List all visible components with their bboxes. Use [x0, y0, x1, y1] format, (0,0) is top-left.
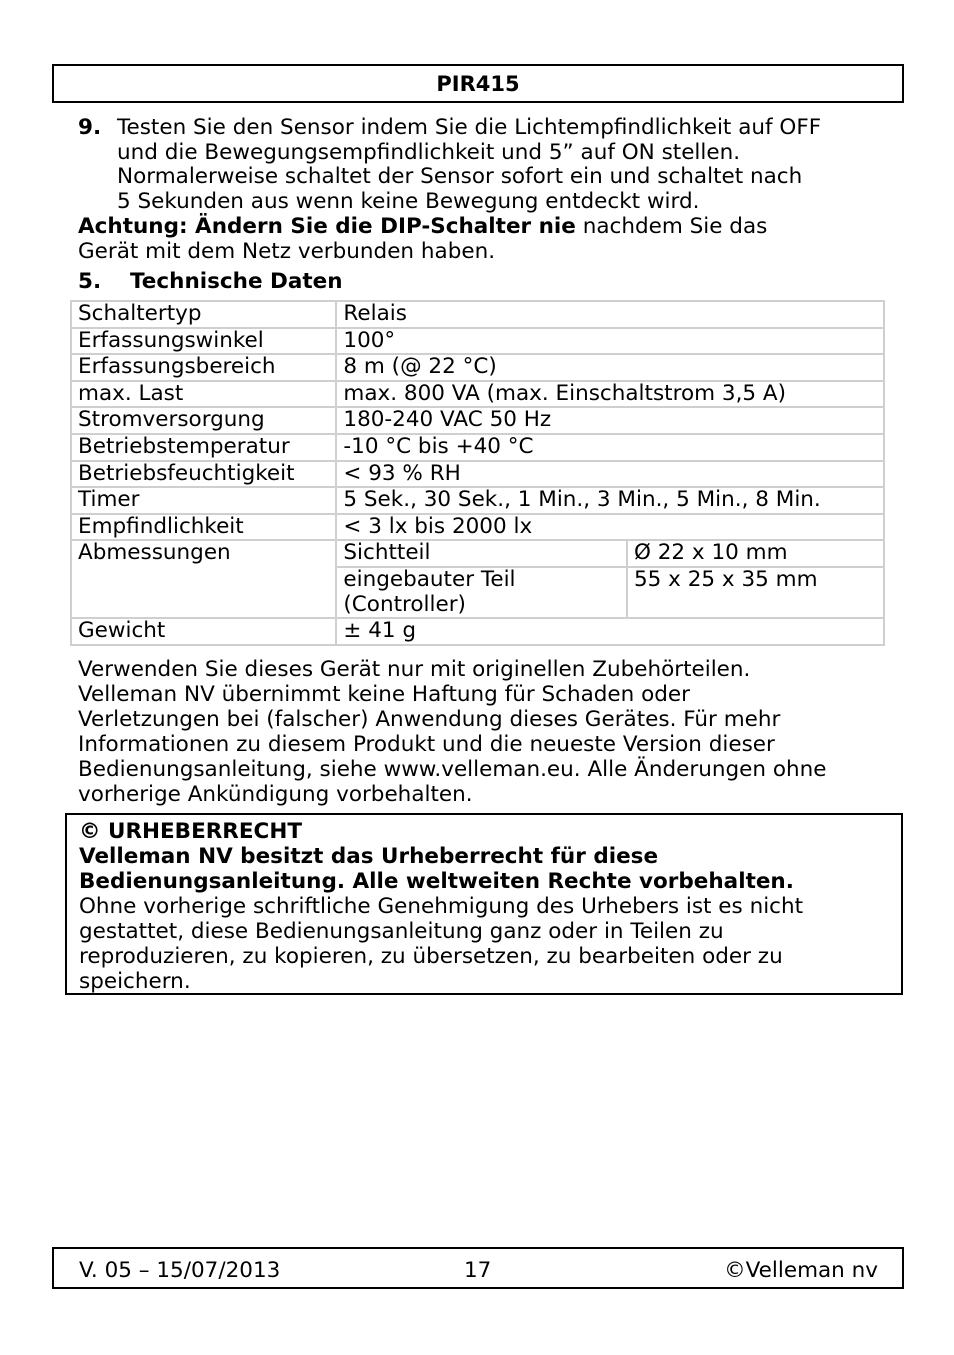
- notice-line: Verletzungen bei (falscher) Anwendung dieses Gerätes. Für mehr: [78, 707, 781, 732]
- dimension-part-line: (Controller): [343, 591, 466, 617]
- spec-value: < 3 lx bis 2000 lx: [336, 514, 884, 541]
- step-line: 5 Sekunden aus wenn keine Bewegung entdeckt wird.: [117, 188, 700, 214]
- step-number: 9.: [78, 115, 102, 140]
- dimension-part-line: eingebauter Teil: [343, 566, 516, 592]
- notice-line: Verwenden Sie dieses Gerät nur mit originellen Zubehörteilen.: [78, 657, 751, 682]
- table-row: [71, 461, 884, 488]
- notice-line: Velleman NV übernimmt keine Haftung für Schaden oder: [78, 682, 690, 707]
- table-row: [71, 407, 884, 434]
- spec-label: Timer: [71, 487, 336, 514]
- notice-line: Informationen zu diesem Produkt und die neueste Version dieser: [78, 732, 775, 757]
- table-row: [71, 434, 884, 461]
- warning-bold: Achtung: Ändern Sie die DIP-Schalter nie: [78, 214, 576, 239]
- copyright-bold-line: Bedienungsanleitung. Alle weltweiten Rechte vorbehalten.: [79, 869, 794, 894]
- notice-paragraph: [78, 657, 898, 807]
- section-number: 5.: [78, 269, 102, 294]
- spec-value: Relais: [336, 301, 884, 328]
- copyright-heading: © URHEBERRECHT: [79, 819, 302, 844]
- table-row: [71, 618, 884, 645]
- page-footer: [52, 1247, 904, 1289]
- copyright-box: [65, 813, 903, 995]
- dimension-value: 55 x 25 x 35 mm: [627, 567, 884, 618]
- step-line: und die Bewegungsempfindlichkeit und 5” auf ON stellen.: [117, 139, 741, 165]
- section-heading: [78, 269, 343, 295]
- step-line: Testen Sie den Sensor indem Sie die Lichtempfindlichkeit auf OFF: [117, 115, 822, 140]
- copyright-bold-line: Velleman NV besitzt das Urheberrecht für diese: [79, 844, 659, 869]
- model-name: PIR415: [436, 72, 520, 96]
- spec-label: max. Last: [71, 381, 336, 408]
- spec-label: Gewicht: [71, 618, 336, 645]
- version-date: V. 05 – 15/07/2013: [79, 1258, 281, 1283]
- table-row: [71, 540, 884, 567]
- notice-line: vorherige Ankündigung vorbehalten.: [78, 782, 473, 807]
- warning-rest: nachdem Sie das: [575, 214, 768, 239]
- spec-value: 180-240 VAC 50 Hz: [336, 407, 884, 434]
- spec-label: Abmessungen: [71, 540, 336, 618]
- warning-line2: Gerät mit dem Netz verbunden haben.: [78, 238, 496, 264]
- spec-value: -10 °C bis +40 °C: [336, 434, 884, 461]
- spec-value: 8 m (@ 22 °C): [336, 354, 884, 381]
- spec-label: Erfassungsbereich: [71, 354, 336, 381]
- spec-label: Schaltertyp: [71, 301, 336, 328]
- spec-value: < 93 % RH: [336, 461, 884, 488]
- spec-label: Empfindlichkeit: [71, 514, 336, 541]
- page-header: [52, 64, 904, 103]
- spec-value: 100°: [336, 328, 884, 355]
- step-9: [78, 116, 898, 214]
- dip-switch-warning: [78, 215, 898, 264]
- page-number: 17: [464, 1258, 492, 1283]
- specs-table: [70, 300, 885, 646]
- table-row: [71, 354, 884, 381]
- dimension-part: Sichtteil: [336, 540, 627, 567]
- table-row: [71, 328, 884, 355]
- dimension-part: [336, 567, 627, 618]
- company-name: ©Velleman nv: [724, 1258, 878, 1283]
- spec-value: max. 800 VA (max. Einschaltstrom 3,5 A): [336, 381, 884, 408]
- table-row: [71, 514, 884, 541]
- spec-label: Stromversorgung: [71, 407, 336, 434]
- spec-label: Betriebstemperatur: [71, 434, 336, 461]
- table-row: [71, 301, 884, 328]
- copyright-line: gestattet, diese Bedienungsanleitung ganz oder in Teilen zu: [79, 919, 724, 944]
- dimension-value: Ø 22 x 10 mm: [627, 540, 884, 567]
- table-row: [71, 487, 884, 514]
- section-title: Technische Daten: [130, 269, 343, 294]
- copyright-line: Ohne vorherige schriftliche Genehmigung des Urhebers ist es nicht: [79, 894, 804, 919]
- spec-label: Erfassungswinkel: [71, 328, 336, 355]
- spec-label: Betriebsfeuchtigkeit: [71, 461, 336, 488]
- table-row: [71, 381, 884, 408]
- step-line: Normalerweise schaltet der Sensor sofort ein und schaltet nach: [117, 164, 803, 190]
- copyright-line: speichern.: [79, 969, 191, 994]
- spec-value: ± 41 g: [336, 618, 884, 645]
- spec-value: 5 Sek., 30 Sek., 1 Min., 3 Min., 5 Min., 8 Min.: [336, 487, 884, 514]
- copyright-line: reproduzieren, zu kopieren, zu übersetzen, zu bearbeiten oder zu: [79, 944, 783, 969]
- notice-line: Bedienungsanleitung, siehe www.velleman.eu. Alle Änderungen ohne: [78, 757, 827, 782]
